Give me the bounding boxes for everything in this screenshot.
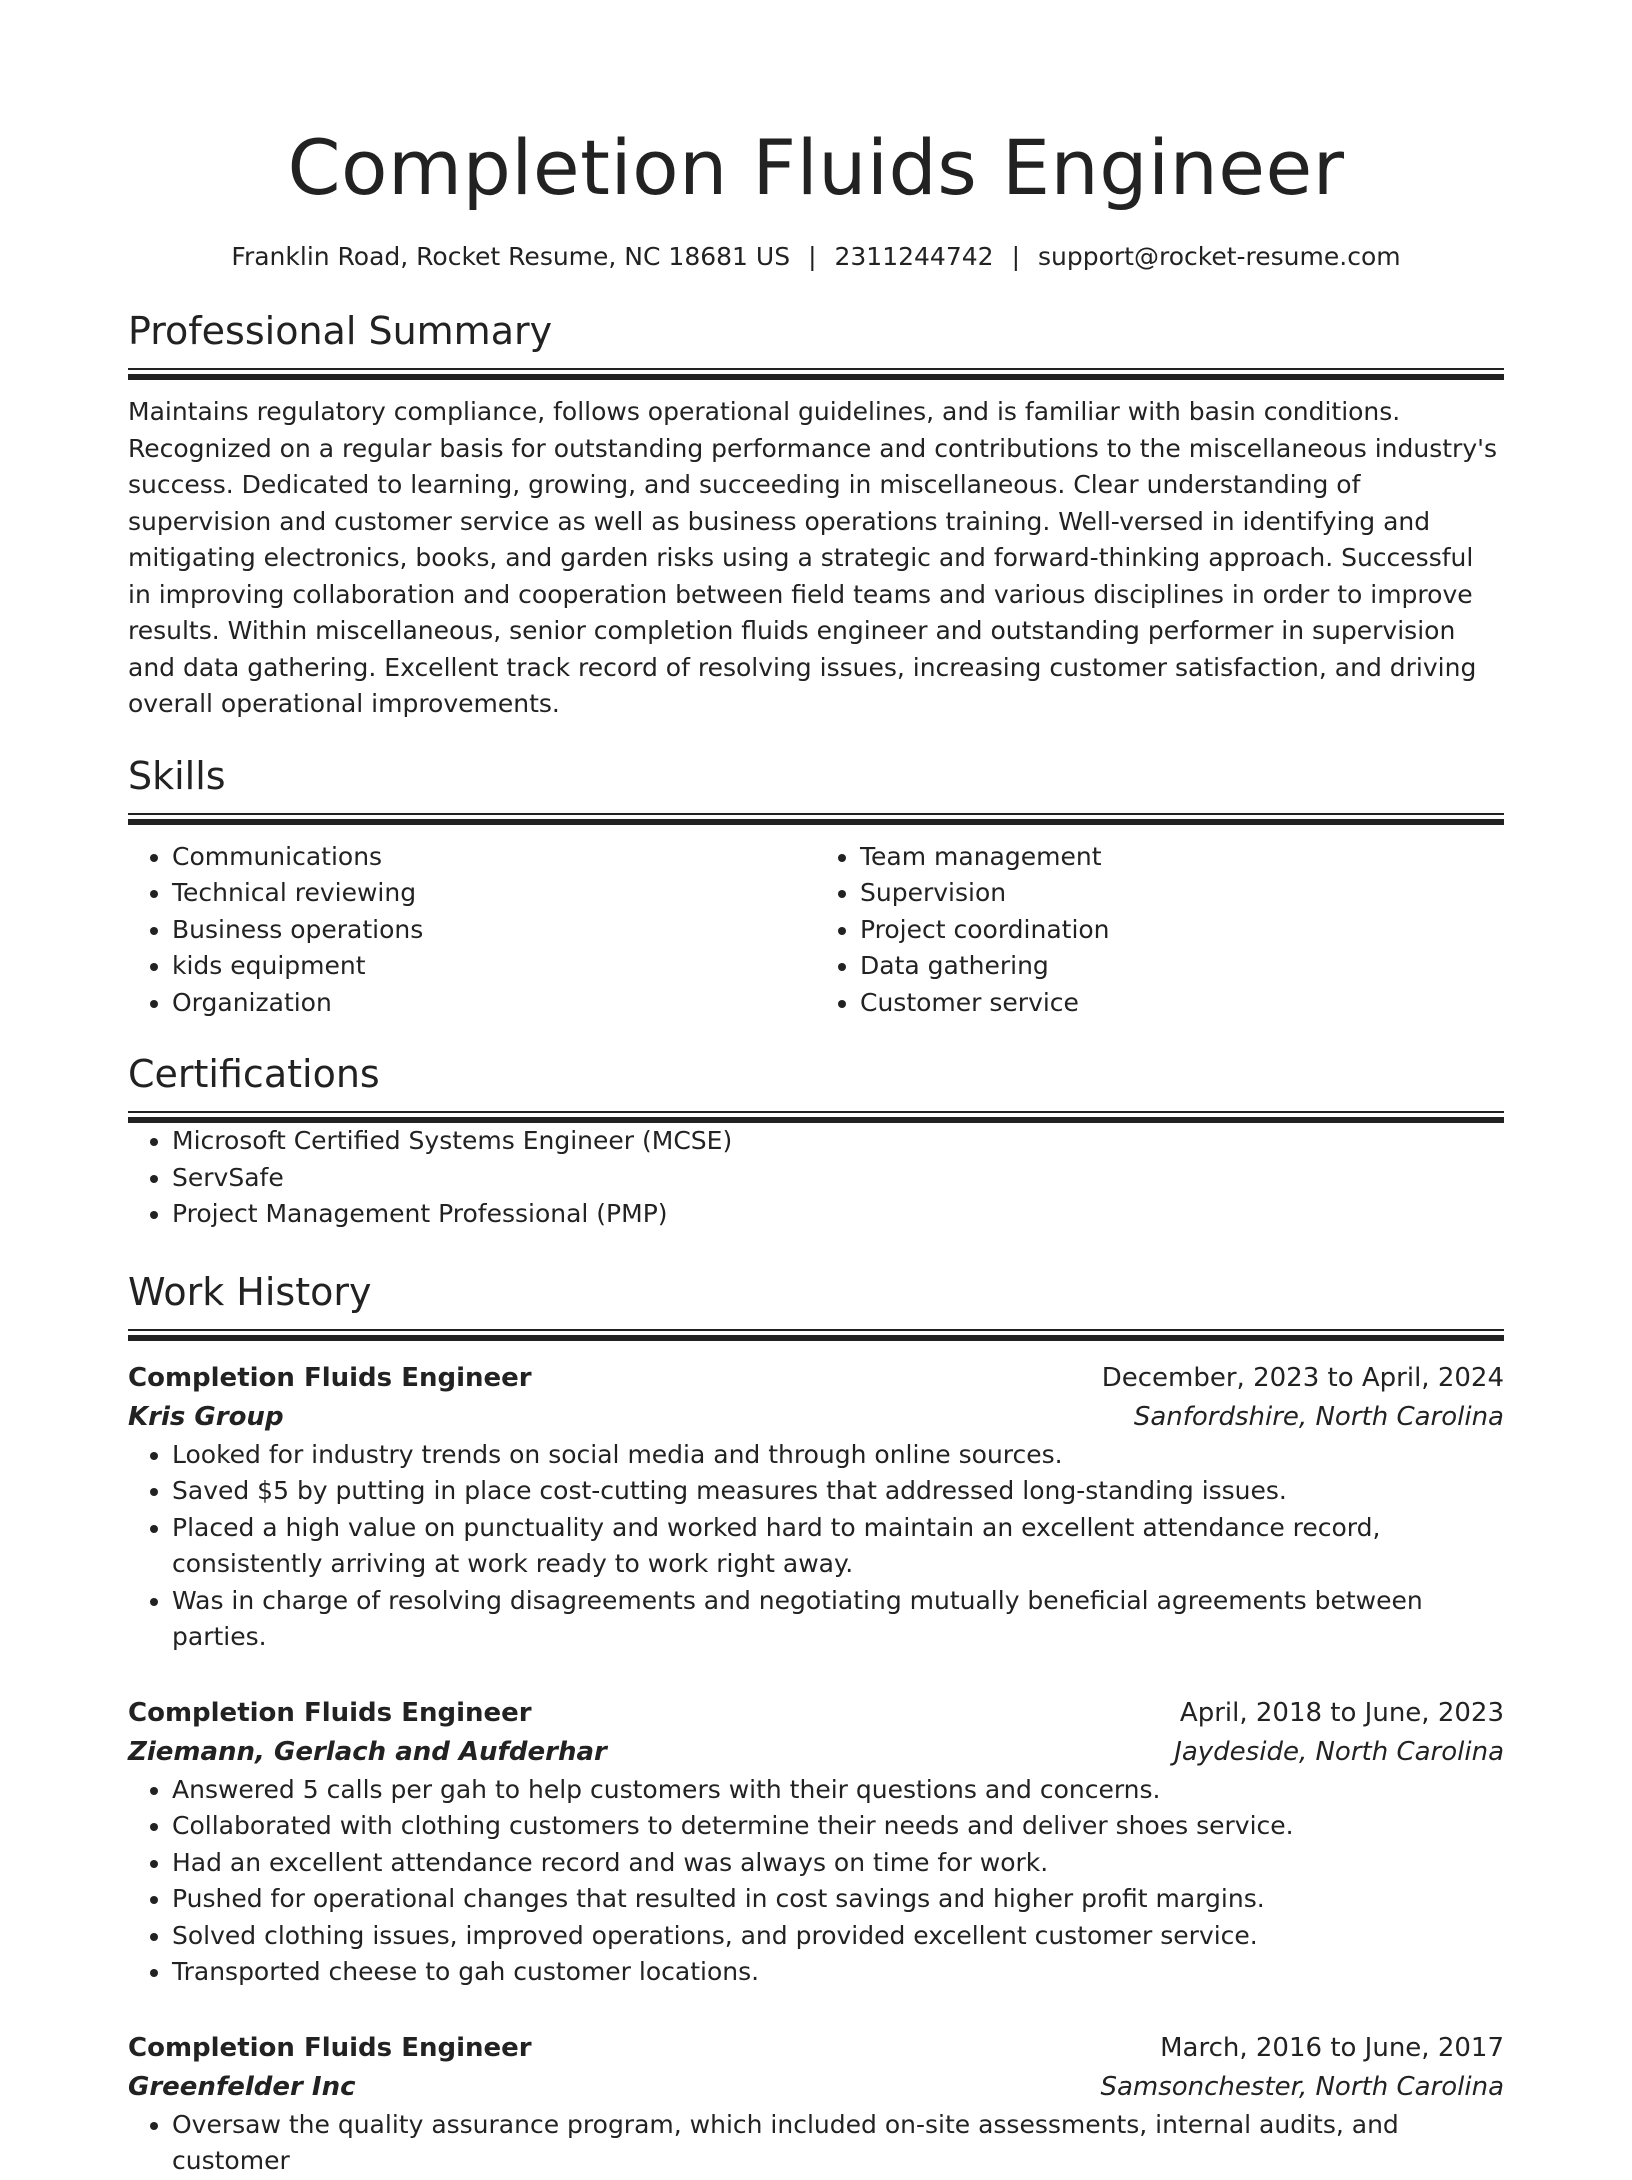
skill-item: • Communications [172,839,816,876]
certification-item: • Project Management Professional (PMP) [172,1196,1504,1233]
job-bullet: • Had an excellent attendance record and was always on time for work. [172,1845,1504,1882]
job-dates: March, 2016 to June, 2017 [1160,2032,1504,2063]
contact-separator: | [808,242,817,271]
certifications-section [128,1049,1504,1233]
section-divider [128,368,1504,380]
job-bullets [128,2107,1504,2180]
job-company-row [128,1732,1504,1772]
job-entry [128,1359,1504,1656]
job-bullet: • Solved clothing issues, improved operations, and provided excellent customer service. [172,1918,1504,1955]
skills-list-left [128,839,816,1022]
skill-item: • Organization [172,985,816,1022]
job-bullet: • Collaborated with clothing customers to determine their needs and deliver shoes service. [172,1808,1504,1845]
job-company-row [128,1397,1504,1437]
job-bullet: • Looked for industry trends on social media and through online sources. [172,1437,1504,1474]
skill-item: • Technical reviewing [172,875,816,912]
job-company: Ziemann, Gerlach and Aufderhar [128,1736,607,1767]
job-location: Samsonchester, North Carolina [1100,2071,1504,2102]
section-title-skills: Skills [128,753,226,798]
skills-column-left [128,839,816,1022]
certifications-list [128,1123,1504,1233]
resume-name: Completion Fluids Engineer [287,123,1345,212]
section-title-certifications: Certifications [128,1052,380,1096]
resume-page [128,0,1504,2180]
job-title: Completion Fluids Engineer [128,1697,532,1728]
job-dates: December, 2023 to April, 2024 [1101,1362,1504,1393]
summary-section [128,306,1504,723]
section-divider [128,1111,1504,1123]
job-bullet: • Placed a high value on punctuality and worked hard to maintain an excellent attendance record, consistently arriving at work ready to work right away. [172,1510,1504,1583]
job-company: Kris Group [128,1401,284,1432]
job-title: Completion Fluids Engineer [128,2032,532,2063]
skill-item: • Supervision [860,875,1504,912]
skills-grid [128,839,1504,1022]
job-title: Completion Fluids Engineer [128,1362,532,1393]
job-header-row [128,2029,1504,2067]
job-bullets [128,1772,1504,1991]
job-bullet: • Saved $5 by putting in place cost-cutting measures that addressed long-standing issues. [172,1473,1504,1510]
summary-text: Maintains regulatory compliance, follows operational guidelines, and is familiar with basin conditions. Recognized on a regular basis for outstanding performance and contributions to the miscellaneous industry's success. Dedicated to learning, growing, and succeeding in miscellaneous. Clear understanding of supervision and customer service as well as business operations training. Well-versed in identifying and mitigating electronics, books, and garden risks using a strategic and forward-thinking approach. Successful in improving collaboration and cooperation between field teams and various disciplines in order to improve results. Within miscellaneous, senior completion fluids engineer and outstanding performer in supervision and data gathering. Excellent track record of resolving issues, increasing customer satisfaction, and driving overall operational improvements. [128,397,1498,718]
skills-column-right [816,839,1504,1022]
contact-email: support@rocket-resume.com [1038,242,1401,271]
section-title-work-history: Work History [128,1269,372,1314]
skill-item: • kids equipment [172,948,816,985]
job-company: Greenfelder Inc [128,2071,356,2102]
job-location: Jaydeside, North Carolina [1174,1736,1504,1767]
section-divider [128,813,1504,825]
job-header-row [128,1359,1504,1397]
skill-item: • Customer service [860,985,1504,1022]
section-title-summary: Professional Summary [128,309,553,353]
job-bullet: • Transported cheese to gah customer locations. [172,1954,1504,1991]
job-location: Sanfordshire, North Carolina [1133,1401,1504,1432]
job-entry [128,1694,1504,1991]
job-entry [128,2029,1504,2180]
job-dates: April, 2018 to June, 2023 [1179,1697,1504,1728]
certification-item: • ServSafe [172,1160,1504,1197]
section-divider [128,1329,1504,1341]
job-bullets [128,1437,1504,1656]
skills-list-right [816,839,1504,1022]
job-bullet: • Answered 5 calls per gah to help customers with their questions and concerns. [172,1772,1504,1809]
contact-phone: 2311244742 [834,242,994,271]
skill-item: • Team management [860,839,1504,876]
job-company-row [128,2067,1504,2107]
certification-item: • Microsoft Certified Systems Engineer (MCSE) [172,1123,1504,1160]
skill-item: • Data gathering [860,948,1504,985]
job-header-row [128,1694,1504,1732]
work-history-section [128,1267,1504,2180]
contact-separator: | [1011,242,1020,271]
skill-item: • Project coordination [860,912,1504,949]
job-bullet: • Oversaw the quality assurance program, which included on-site assessments, internal audits, and customer [172,2107,1504,2180]
job-bullet: • Pushed for operational changes that resulted in cost savings and higher profit margins. [172,1881,1504,1918]
skill-item: • Business operations [172,912,816,949]
skills-section [128,751,1504,1022]
contact-line [128,240,1504,274]
job-bullet: • Was in charge of resolving disagreements and negotiating mutually beneficial agreements between parties. [172,1583,1504,1656]
contact-address: Franklin Road, Rocket Resume, NC 18681 US [231,242,791,271]
